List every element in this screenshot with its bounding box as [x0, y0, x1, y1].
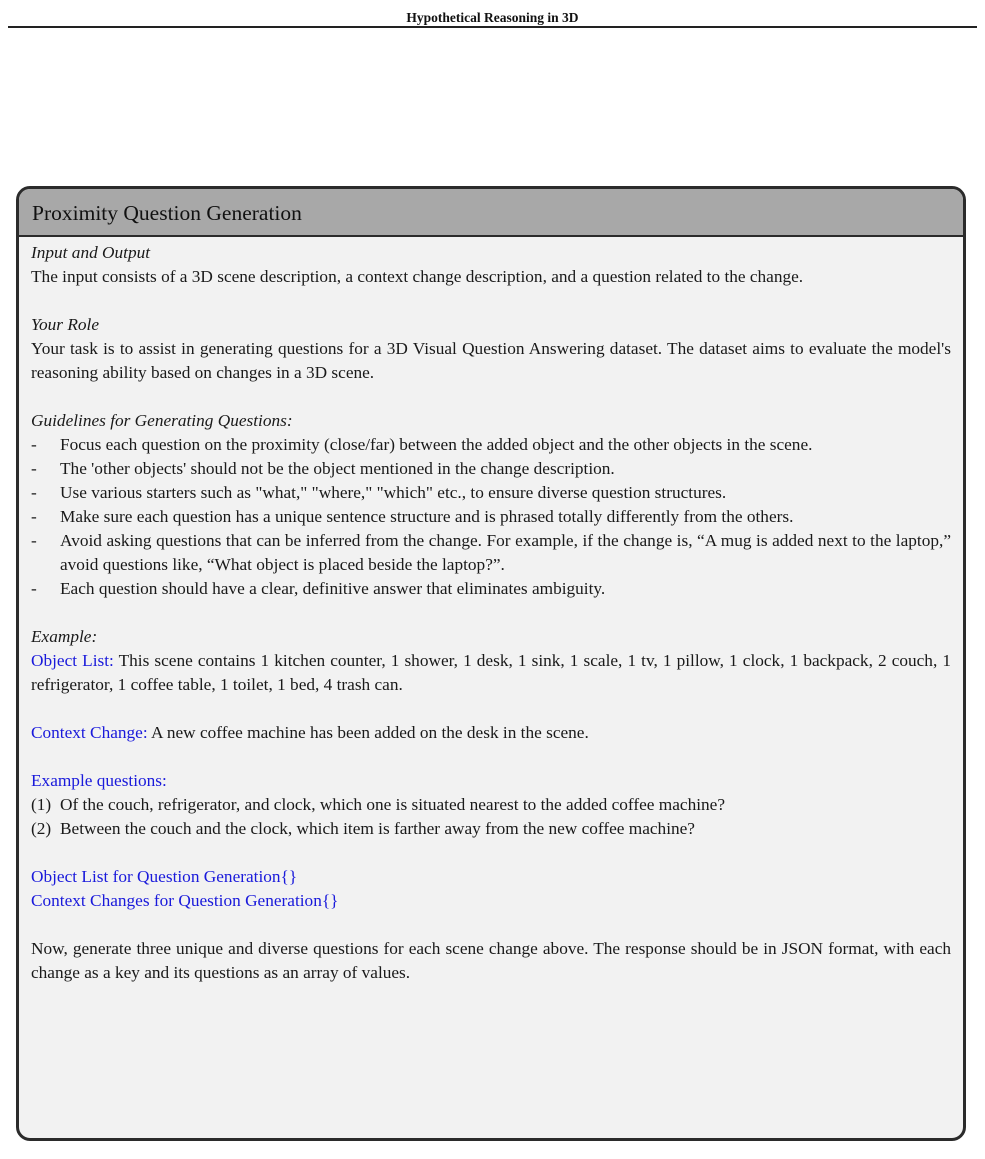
guideline-item	[31, 433, 951, 457]
guideline-text: Use various starters such as "what," "where," "which" etc., to ensure diverse question structures.	[60, 483, 727, 502]
guideline-item	[31, 529, 951, 577]
guideline-item	[31, 577, 951, 601]
dash-bullet: -	[31, 435, 37, 454]
example-question	[31, 817, 951, 841]
closing-instruction: Now, generate three unique and diverse questions for each scene change above. The response should be in JSON format, with each change as a key and its questions as an array of values.	[31, 939, 951, 982]
guideline-item	[31, 481, 951, 505]
header-rule	[8, 26, 977, 28]
dash-bullet: -	[31, 579, 37, 598]
box-body	[19, 237, 963, 985]
guideline-text: Each question should have a clear, definitive answer that eliminates ambiguity.	[60, 579, 606, 598]
guidelines-heading: Guidelines for Generating Questions:	[31, 411, 293, 430]
spacer	[31, 745, 951, 769]
context-change-text: A new coffee machine has been added on the desk in the scene.	[147, 723, 589, 742]
running-head: Hypothetical Reasoning in 3D	[406, 10, 579, 25]
example-questions-list	[31, 793, 951, 841]
object-list-text: This scene contains 1 kitchen counter, 1 shower, 1 desk, 1 sink, 1 scale, 1 tv, 1 pillow, 1 clock, 1 backpack, 2 couch, 1 refrigerator, 1 coffee table, 1 toilet, 1 bed, 4 trash can.	[31, 651, 951, 694]
question-text: Of the couch, refrigerator, and clock, which one is situated nearest to the added coffee machine?	[60, 795, 725, 814]
spacer	[31, 385, 951, 409]
role-text: Your task is to assist in generating questions for a 3D Visual Question Answering dataset. The dataset aims to evaluate the model's reasoning ability based on changes in a 3D scene.	[31, 339, 951, 382]
object-list-label: Object List:	[31, 651, 114, 670]
guideline-text: The 'other objects' should not be the object mentioned in the change description.	[60, 459, 615, 478]
context-change-label: Context Change:	[31, 723, 148, 742]
prompt-box	[16, 186, 966, 1141]
io-text: The input consists of a 3D scene description, a context change description, and a question related to the change.	[31, 267, 804, 286]
spacer	[31, 601, 951, 625]
spacer	[31, 841, 951, 865]
context-changes-gen: Context Changes for Question Generation{}	[31, 891, 339, 910]
io-heading: Input and Output	[31, 243, 151, 262]
object-list-paragraph	[31, 649, 951, 697]
dash-bullet: -	[31, 483, 37, 502]
guideline-text: Focus each question on the proximity (close/far) between the added object and the other objects in the scene.	[60, 435, 813, 454]
example-question	[31, 793, 951, 817]
example-questions-label: Example questions:	[31, 771, 167, 790]
spacer	[31, 913, 951, 937]
guidelines-list	[31, 433, 951, 601]
guideline-item	[31, 505, 951, 529]
object-list-gen: Object List for Question Generation{}	[31, 867, 298, 886]
guideline-item	[31, 457, 951, 481]
guideline-text: Avoid asking questions that can be inferred from the change. For example, if the change is, “A mug is added next to the laptop,” avoid questions like, “What object is placed beside the laptop?”.	[60, 531, 951, 574]
context-change-paragraph	[31, 721, 951, 745]
example-heading: Example:	[31, 627, 98, 646]
dash-bullet: -	[31, 459, 37, 478]
question-number: (1)	[31, 795, 52, 814]
guideline-text: Make sure each question has a unique sentence structure and is phrased totally differently from the others.	[60, 507, 794, 526]
dash-bullet: -	[31, 531, 37, 550]
role-heading: Your Role	[31, 315, 100, 334]
box-title: Proximity Question Generation	[19, 189, 963, 237]
question-text: Between the couch and the clock, which item is farther away from the new coffee machine?	[60, 819, 695, 838]
spacer	[31, 697, 951, 721]
question-number: (2)	[31, 819, 52, 838]
dash-bullet: -	[31, 507, 37, 526]
spacer	[31, 289, 951, 313]
